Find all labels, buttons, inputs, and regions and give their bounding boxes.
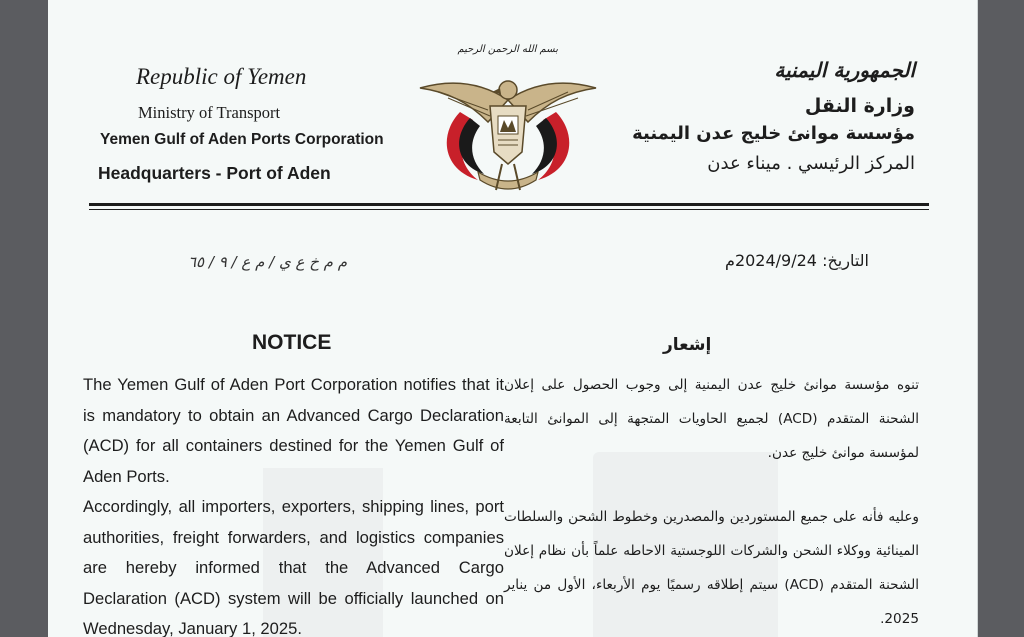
header-country-en: Republic of Yemen [136, 64, 307, 89]
reference-number: م م خ ع ي / م ع / ٩ / ٦٥ [188, 253, 347, 271]
header-corporation-en: Yemen Gulf of Aden Ports Corporation [100, 131, 384, 148]
header-rule-thick [89, 203, 929, 206]
date-label: التاريخ: [822, 251, 869, 270]
header-ministry-en: Ministry of Transport [138, 103, 281, 122]
eagle-icon [418, 40, 598, 200]
notice-paragraph-ar-1: تنوه مؤسسة موانئ خليج عدن اليمنية إلى وجوب الحصول على إعلان الشحنة المتقدم (ACD) لجميع الحاويات المتجهة إلى الموانئ التابعة لمؤسسة موانئ خليج عدن. [504, 377, 920, 461]
notice-paragraph-en-2: Accordingly, all importers, exporters, shipping lines, port authorities, freight forwarders, and logistics companies are hereby informed that the Advanced Cargo Declaration (ACD) system will be officially launched on Wednesday, January 1, 2025. [83, 497, 504, 637]
date-value: 2024/9/24م [725, 251, 817, 270]
notice-body-en [83, 370, 504, 637]
notice-body-ar [504, 368, 919, 636]
document-date [725, 251, 869, 270]
document-page [48, 0, 978, 637]
notice-paragraph-ar-2: وعليه فأنه على جميع المستوردين والمصدرين وخطوط الشحن والسلطات المينائية ووكلاء الشحن والشركات اللوجستية الاحاطه علماً بأن نظام إعلان الشحنة المتقدم (ACD) سيتم إطلاقه رسميًا يوم الأربعاء، الأول من يناير 2025. [504, 509, 920, 627]
header-corporation-ar: مؤسسة موانئ خليج عدن اليمنية [632, 123, 915, 144]
header-office-ar: المركز الرئيسي . ميناء عدن [707, 153, 915, 174]
header-country-ar: الجمهورية اليمنية [774, 58, 915, 82]
basmala-text: بسم الله الرحمن الرحيم [457, 44, 558, 55]
notice-heading-ar: إشعار [663, 335, 712, 355]
notice-paragraph-en-1: The Yemen Gulf of Aden Port Corporation notifies that it is mandatory to obtain an Advanced Cargo Declaration (ACD) for all containers destined for the Yemen Gulf of Aden Ports. [83, 375, 504, 486]
notice-heading-en: NOTICE [252, 331, 332, 354]
yemen-eagle-emblem [418, 40, 598, 200]
header-ministry-ar: وزارة النقل [804, 95, 915, 117]
header-rule-thin [89, 209, 929, 210]
header-office-en: Headquarters - Port of Aden [98, 163, 331, 183]
